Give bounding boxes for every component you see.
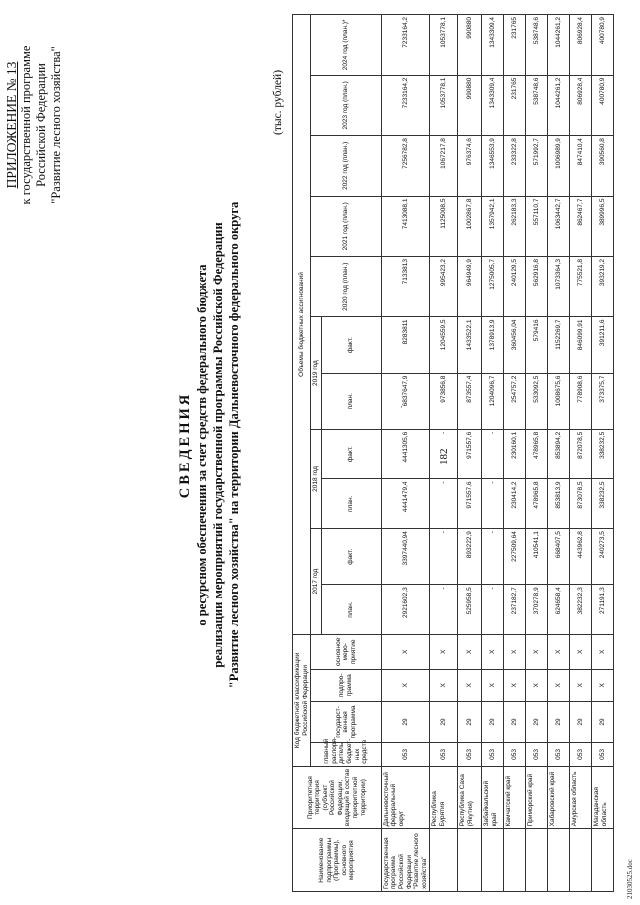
cell-grbs: 053 xyxy=(430,743,458,767)
header-volume-group: Объемы бюджетных ассигнований xyxy=(293,15,311,635)
cell-2023: 400780,9 xyxy=(592,75,614,135)
header-year-2019: 2019 год xyxy=(311,317,322,429)
cell-main-event: Х xyxy=(592,634,614,669)
cell-program: 29 xyxy=(458,701,482,742)
cell-2018-fact: 971557,6 xyxy=(458,429,482,479)
cell-main-event: Х xyxy=(570,634,592,669)
cell-program: 29 xyxy=(526,701,548,742)
cell-subprogram: Х xyxy=(482,669,504,701)
cell-program: 29 xyxy=(548,701,570,742)
document-code: 21030525.doc xyxy=(626,859,634,899)
cell-2018-plan: 4441479,4 xyxy=(381,479,430,529)
table-body xyxy=(381,15,614,892)
cell-2024: 538748,6 xyxy=(526,15,548,76)
cell-2019-fact: 1378913,9 xyxy=(482,317,504,373)
cell-2019-plan: 1008675,6 xyxy=(548,373,570,429)
cell-2021: 1357942,1 xyxy=(482,196,504,256)
cell-2018-plan: 971557,6 xyxy=(458,479,482,529)
header-year-2018: 2018 год xyxy=(311,429,322,528)
heading-line: реализации мероприятий государственной программы Российской Федерации xyxy=(211,222,225,668)
appendix-line: к государственной программе xyxy=(19,45,33,205)
cell-subprogram: Х xyxy=(548,669,570,701)
cell-2021: 862467,7 xyxy=(570,196,592,256)
heading-line: "Развитие лесного хозяйства" на территории Дальневосточного федерального округа xyxy=(227,201,241,689)
cell-2018-fact: 872078,5 xyxy=(570,429,592,479)
cell-subprogram: Х xyxy=(570,669,592,701)
cell-2024: 231765 xyxy=(504,15,526,76)
cell-grbs: 053 xyxy=(504,743,526,767)
cell-2023: 1343309,4 xyxy=(482,75,504,135)
cell-2017-fact: 893222,9 xyxy=(458,529,482,585)
cell-grbs: 053 xyxy=(482,743,504,767)
cell-2022: 7256782,8 xyxy=(381,136,430,196)
cell-2017-fact: 668407,5 xyxy=(548,529,570,585)
cell-2021: 1002867,8 xyxy=(458,196,482,256)
cell-2018-plan: 478965,8 xyxy=(526,479,548,529)
cell-2020: 562916,8 xyxy=(526,257,548,317)
cell-subprogram: Х xyxy=(430,669,458,701)
header-plan: план. xyxy=(321,585,381,635)
cell-2020: 240129,5 xyxy=(504,257,526,317)
cell-name xyxy=(482,829,504,892)
header-territory: Приоритетная территория (субъект Российской Федерации, входящий в состав приоритетной территории) xyxy=(293,766,382,829)
cell-2024: 1343309,4 xyxy=(482,15,504,76)
cell-2024: 990880 xyxy=(458,15,482,76)
budget-table xyxy=(292,14,614,892)
cell-territory: Хабаровский край xyxy=(548,766,570,829)
header-year-2023: 2023 год (план.) xyxy=(311,75,382,135)
cell-2019-plan: 533092,5 xyxy=(526,373,548,429)
cell-main-event: Х xyxy=(482,634,504,669)
cell-2022: 847410,4 xyxy=(570,136,592,196)
cell-2019-plan: 6837647,9 xyxy=(381,373,430,429)
cell-main-event: Х xyxy=(430,634,458,669)
cell-subprogram: Х xyxy=(526,669,548,701)
cell-2022: 1067217,8 xyxy=(430,136,458,196)
cell-2022: 390560,8 xyxy=(592,136,614,196)
cell-main-event: Х xyxy=(526,634,548,669)
cell-2022: 571992,7 xyxy=(526,136,548,196)
header-main-event: основное меро- приятие xyxy=(311,634,382,669)
cell-2019-fact: 1433522,1 xyxy=(458,317,482,373)
table-row xyxy=(458,15,482,892)
cell-2017-plan: - xyxy=(482,585,504,635)
cell-2020: 393219,2 xyxy=(592,257,614,317)
cell-2018-plan: 853813,9 xyxy=(548,479,570,529)
cell-2023: 538748,6 xyxy=(526,75,548,135)
cell-2019-plan: 254757,2 xyxy=(504,373,526,429)
page-number: 182 xyxy=(438,448,450,465)
cell-2023: 806928,4 xyxy=(570,75,592,135)
appendix-line: Российской Федерации xyxy=(34,63,48,187)
cell-program: 29 xyxy=(482,701,504,742)
cell-program: 29 xyxy=(381,701,430,742)
cell-2023: 990880 xyxy=(458,75,482,135)
cell-2019-plan: 373375,7 xyxy=(592,373,614,429)
cell-grbs: 053 xyxy=(592,743,614,767)
cell-2017-plan: - xyxy=(430,585,458,635)
cell-territory: Магаданская область xyxy=(592,766,614,829)
cell-2018-fact: 478965,8 xyxy=(526,429,548,479)
table-row xyxy=(526,15,548,892)
cell-2018-plan: - xyxy=(482,479,504,529)
cell-2019-fact: 391211,6 xyxy=(592,317,614,373)
cell-2023: 7233164,2 xyxy=(381,75,430,135)
header-name: Наименование подпрограммы (Программы), основного мероприятия xyxy=(293,829,382,892)
cell-2019-fact: 846099,91 xyxy=(570,317,592,373)
table-row xyxy=(482,15,504,892)
cell-2024: 1053778,1 xyxy=(430,15,458,76)
cell-2021: 389996,5 xyxy=(592,196,614,256)
cell-2023: 1053778,1 xyxy=(430,75,458,135)
cell-program: 29 xyxy=(592,701,614,742)
cell-2017-fact: - xyxy=(430,529,458,585)
cell-grbs: 053 xyxy=(526,743,548,767)
header-year-2021: 2021 год (план.) xyxy=(311,196,382,256)
cell-2019-plan: 973856,8 xyxy=(430,373,458,429)
cell-2017-plan: 237182,7 xyxy=(504,585,526,635)
table-row xyxy=(504,15,526,892)
cell-2020: 775521,8 xyxy=(570,257,592,317)
cell-subprogram: Х xyxy=(381,669,430,701)
header-grbs: главный распоря- дитель бюджет- ных средств xyxy=(311,743,382,767)
cell-territory: Забайкальский край xyxy=(482,766,504,829)
stray-dot: . xyxy=(394,405,404,408)
header-year-2017: 2017 год xyxy=(311,529,322,635)
cell-main-event: Х xyxy=(504,634,526,669)
cell-2023: 231765 xyxy=(504,75,526,135)
cell-2023: 1044261,2 xyxy=(548,75,570,135)
cell-2021: 7413088,1 xyxy=(381,196,430,256)
cell-2021: 1125008,5 xyxy=(430,196,458,256)
header-code-group: Код бюджетной классификации Российской Федерации xyxy=(293,634,311,766)
cell-2020: 964949,9 xyxy=(458,257,482,317)
header-year-2022: 2022 год (план.) xyxy=(311,136,382,196)
cell-name xyxy=(592,829,614,892)
header-year-2024: 2024 год (план.)* xyxy=(311,15,382,76)
cell-subprogram: Х xyxy=(504,669,526,701)
cell-2021: 557110,7 xyxy=(526,196,548,256)
cell-2017-plan: 624658,4 xyxy=(548,585,570,635)
header-program: государст- венная программа xyxy=(311,701,382,742)
cell-program: 29 xyxy=(430,701,458,742)
cell-2024: 806928,4 xyxy=(570,15,592,76)
table-row xyxy=(592,15,614,892)
cell-territory: Приморский край xyxy=(526,766,548,829)
cell-grbs: 053 xyxy=(381,743,430,767)
cell-2022: 1006989,9 xyxy=(548,136,570,196)
cell-2022: 233322,8 xyxy=(504,136,526,196)
cell-2018-fact: - xyxy=(482,429,504,479)
cell-name xyxy=(570,829,592,892)
appendix-line: "Развитие лесного хозяйства" xyxy=(49,46,63,204)
cell-name xyxy=(458,829,482,892)
cell-2018-plan: 873078,5 xyxy=(570,479,592,529)
cell-program: 29 xyxy=(570,701,592,742)
cell-2017-plan: 2921602,3 xyxy=(381,585,430,635)
units-label: (тыс. рублей) xyxy=(272,69,284,135)
cell-2021: 1063442,7 xyxy=(548,196,570,256)
cell-2021: 262183,3 xyxy=(504,196,526,256)
table-row xyxy=(548,15,570,892)
cell-2018-plan: 230414,2 xyxy=(504,479,526,529)
table-row xyxy=(381,15,430,892)
header-plan: план. xyxy=(321,479,381,529)
cell-2019-fact: 1152269,7 xyxy=(548,317,570,373)
cell-subprogram: Х xyxy=(592,669,614,701)
cell-name xyxy=(430,829,458,892)
cell-name xyxy=(548,829,570,892)
cell-grbs: 053 xyxy=(570,743,592,767)
cell-2017-fact: - xyxy=(482,529,504,585)
appendix-block xyxy=(4,0,64,250)
cell-territory: Камчатский край xyxy=(504,766,526,829)
cell-territory: Республика Бурятия xyxy=(430,766,458,829)
cell-2019-fact: 1204559,5 xyxy=(430,317,458,373)
cell-2017-fact: 410541,1 xyxy=(526,529,548,585)
cell-grbs: 053 xyxy=(458,743,482,767)
cell-program: 29 xyxy=(504,701,526,742)
cell-2020: 995423,2 xyxy=(430,257,458,317)
table-row xyxy=(430,15,458,892)
appendix-title: ПРИЛОЖЕНИЕ № 13 xyxy=(4,61,19,189)
cell-subprogram: Х xyxy=(458,669,482,701)
cell-territory: Амурская область xyxy=(570,766,592,829)
cell-2017-plan: 370278,9 xyxy=(526,585,548,635)
header-subprogram: подпро- грамма xyxy=(311,669,382,701)
cell-2019-fact: 360456,04 xyxy=(504,317,526,373)
header-plan: план. xyxy=(321,373,381,429)
cell-name xyxy=(526,829,548,892)
cell-2024: 7233164,2 xyxy=(381,15,430,76)
cell-2018-fact: 853894,2 xyxy=(548,429,570,479)
header-fact: факт. xyxy=(321,529,381,585)
cell-2020: 1073364,3 xyxy=(548,257,570,317)
cell-name: Государственная программа Российской Федерации "Развитие лесного хозяйства" xyxy=(381,829,430,892)
cell-2017-plan: 525958,5 xyxy=(458,585,482,635)
cell-2018-fact: 4441305,6 xyxy=(381,429,430,479)
cell-2017-plan: 382232,3 xyxy=(570,585,592,635)
cell-2017-fact: 227509,64 xyxy=(504,529,526,585)
heading-main: СВЕДЕНИЯ xyxy=(177,391,193,499)
cell-2022: 1346553,9 xyxy=(482,136,504,196)
cell-2018-plan: 338232,5 xyxy=(592,479,614,529)
cell-2024: 1044261,2 xyxy=(548,15,570,76)
cell-2019-plan: 778908,6 xyxy=(570,373,592,429)
cell-2018-plan: - xyxy=(430,479,458,529)
cell-2018-fact: 230160,1 xyxy=(504,429,526,479)
cell-2024: 400780,9 xyxy=(592,15,614,76)
cell-name xyxy=(504,829,526,892)
cell-territory: Дальневосточный федеральный округ xyxy=(381,766,430,829)
cell-2020: 1275005,7 xyxy=(482,257,504,317)
header-fact: факт. xyxy=(321,317,381,373)
cell-territory: Республика Саха (Якутия) xyxy=(458,766,482,829)
cell-2017-fact: 443962,8 xyxy=(570,529,592,585)
cell-2017-plan: 271191,3 xyxy=(592,585,614,635)
cell-2017-fact: 240273,5 xyxy=(592,529,614,585)
cell-main-event: Х xyxy=(381,634,430,669)
cell-2019-plan: 1204096,7 xyxy=(482,373,504,429)
cell-main-event: Х xyxy=(548,634,570,669)
cell-2019-fact: 579416 xyxy=(526,317,548,373)
cell-2019-fact: 8283811 xyxy=(381,317,430,373)
cell-grbs: 053 xyxy=(548,743,570,767)
cell-main-event: Х xyxy=(458,634,482,669)
cell-2019-plan: 873557,4 xyxy=(458,373,482,429)
header-year-2020: 2020 год (план.) xyxy=(311,257,382,317)
document-heading xyxy=(176,175,242,715)
heading-line: о ресурсном обеспечении за счет средств федерального бюджета xyxy=(195,264,209,626)
cell-2017-fact: 3397440,94 xyxy=(381,529,430,585)
table-row xyxy=(570,15,592,892)
cell-2020: 7133813 xyxy=(381,257,430,317)
cell-2018-fact: 338232,5 xyxy=(592,429,614,479)
cell-2018-fact: - xyxy=(430,429,458,479)
cell-2022: 976374,6 xyxy=(458,136,482,196)
header-fact: факт. xyxy=(321,429,381,479)
